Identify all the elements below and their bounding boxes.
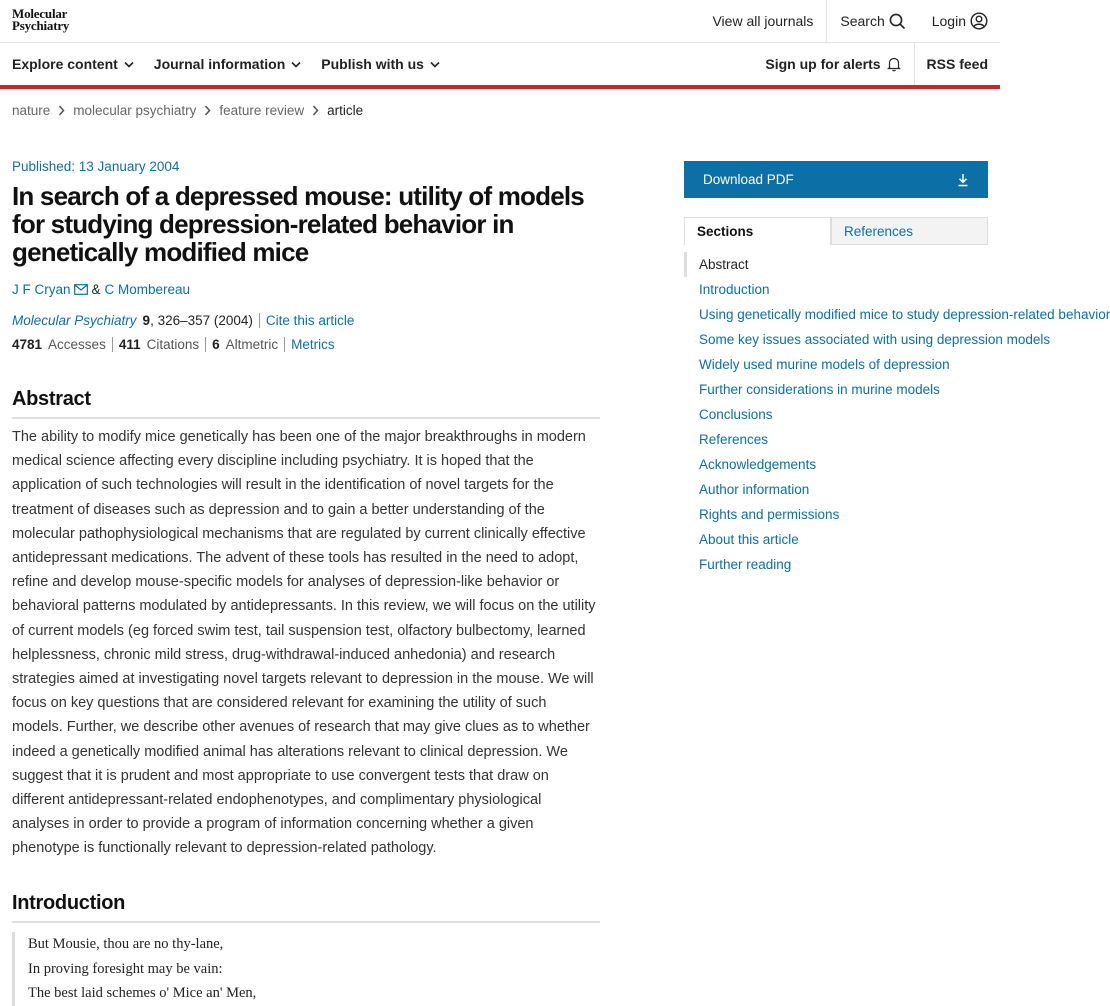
chevron-right-icon — [58, 105, 65, 116]
sidebar-tabs — [684, 217, 988, 245]
journal-name-link[interactable]: Molecular Psychiatry — [12, 313, 137, 328]
journal-information-menu[interactable] — [154, 56, 301, 72]
section-link-references[interactable]: References — [699, 432, 769, 447]
introduction-heading: Introduction — [12, 892, 600, 923]
accesses-count: 4781 — [12, 337, 43, 352]
author-link-mombereau[interactable]: C Mombereau — [104, 282, 191, 297]
logo-line-2: Psychiatry — [12, 18, 70, 33]
abstract-heading: Abstract — [12, 388, 600, 419]
publish-with-us-label: Publish with us — [321, 56, 424, 72]
breadcrumb-feature-review[interactable]: feature review — [219, 103, 305, 118]
divider — [259, 313, 260, 328]
journal-information-label: Journal information — [153, 56, 286, 72]
bell-icon — [886, 56, 902, 72]
download-pdf-button[interactable] — [684, 161, 988, 198]
published-date: Published: 13 January 2004 — [12, 159, 180, 174]
section-link-genetically-modified-mice[interactable]: Using genetically modified mice to study depression-related behavior — [699, 307, 1110, 322]
login-label: Login — [931, 13, 966, 29]
citations-label: Citations — [146, 337, 200, 352]
explore-content-label: Explore content — [12, 56, 118, 72]
download-icon — [957, 173, 969, 187]
publish-with-us-menu[interactable] — [321, 56, 440, 72]
search-icon — [889, 13, 906, 30]
chevron-down-icon — [124, 61, 134, 68]
author-list — [12, 282, 600, 297]
mail-icon[interactable] — [74, 284, 88, 295]
metrics-link[interactable]: Metrics — [291, 337, 335, 352]
breadcrumb-nature[interactable]: nature — [12, 103, 51, 118]
tab-sections[interactable]: Sections — [684, 217, 831, 245]
sign-up-alerts-button[interactable] — [765, 43, 914, 85]
login-button[interactable] — [919, 0, 1000, 42]
volume-number: 9 — [142, 313, 151, 328]
section-link-introduction[interactable]: Introduction — [699, 282, 770, 297]
abstract-text: The ability to modify mice genetically has been one of the major breakthroughs in modern medical science affecting every discipline including psychiatry. It is hoped that the application of such technologies will result in the identification of novel targets for the treatment of diseases such as depression and to gain a better understanding of the molecular pathophysiological mechanisms that are regulated by current clinically effective antidepressant medications. The advent of these tools has resulted in the need to adopt, refine and develop mouse-specific models for analyses of depression-like behavior or behavioral patterns modulated by antidepressants. In this review, we will focus on the utility of current models (eg forced swim test, tail suspension test, olfactory bulbectomy, learned helplessness, chronic mild stress, drug-withdrawal-induced anhedonia) and research strategies aimed at investigating novel targets relevant to depression in the mouse. We will focus on key questions that are considered relevant for examining the utility of such models. Further, we describe other avenues of research that may give clues as to whether indeed a genetically modified animal has alterations relevant to clinical depression. We suggest that it is prudent and most appropriate to use convergent tests that draw on different antidepressant-related endophenotypes, and complimentary physiological analyses in order to provide a program of information concerning whether a given phenotype is functionally relevant to depression-related pathology. — [12, 429, 596, 857]
rss-feed-link[interactable]: RSS feed — [926, 56, 988, 72]
top-bar — [0, 0, 1000, 43]
breadcrumb — [12, 103, 363, 118]
logo-line-1: Molecular — [12, 6, 68, 21]
section-link-key-issues[interactable]: Some key issues associated with using depression models — [699, 332, 1051, 347]
introduction-epigraph — [12, 932, 256, 1006]
view-all-journals-link[interactable]: View all journals — [699, 0, 827, 42]
brand-divider — [0, 85, 1000, 89]
chevron-right-icon — [204, 105, 211, 116]
cite-article-link[interactable]: Cite this article — [265, 313, 355, 328]
user-icon — [970, 12, 988, 30]
tab-references[interactable]: References — [831, 217, 988, 245]
article-metrics — [12, 337, 600, 352]
breadcrumb-article: article — [327, 103, 364, 118]
article-title: In search of a depressed mouse: utility of models for studying depression-related behavior in genetically modified mice — [12, 181, 584, 267]
chevron-right-icon — [312, 105, 319, 116]
divider — [284, 337, 285, 352]
section-link-author-information[interactable]: Author information — [699, 482, 810, 497]
page-range: , 326–357 (2004) — [150, 313, 253, 328]
epigraph-line: But Mousie, thou are no thy-lane, — [28, 936, 224, 952]
chevron-down-icon — [291, 61, 301, 68]
explore-content-menu[interactable] — [12, 56, 134, 72]
author-separator: & — [91, 282, 101, 297]
citation-line — [12, 313, 600, 328]
chevron-down-icon — [430, 61, 440, 68]
divider — [112, 337, 113, 352]
divider — [205, 337, 206, 352]
section-link-acknowledgements[interactable]: Acknowledgements — [699, 457, 817, 472]
section-link-murine-models[interactable]: Widely used murine models of depression — [699, 357, 950, 372]
epigraph-line: In proving foresight may be vain: — [28, 960, 223, 977]
journal-logo[interactable] — [12, 8, 69, 32]
section-link-abstract[interactable]: Abstract — [684, 252, 988, 277]
download-pdf-label: Download PDF — [703, 172, 794, 187]
section-link-conclusions[interactable]: Conclusions — [699, 407, 773, 422]
article-header — [12, 159, 600, 352]
accesses-label: Accesses — [48, 337, 106, 352]
citations-count: 411 — [118, 337, 141, 352]
sections-list — [684, 252, 1110, 577]
section-link-rights-permissions[interactable]: Rights and permissions — [699, 507, 840, 522]
sign-up-alerts-label: Sign up for alerts — [765, 56, 881, 72]
epigraph-line: The best laid schemes o' Mice an' Men, — [28, 985, 257, 1001]
section-link-further-reading[interactable]: Further reading — [699, 557, 792, 572]
breadcrumb-molecular-psychiatry[interactable]: molecular psychiatry — [73, 103, 197, 118]
author-link-cryan[interactable]: J F Cryan — [12, 282, 71, 297]
altmetric-label: Altmetric — [225, 337, 279, 352]
search-label: Search — [840, 13, 885, 29]
section-link-further-considerations[interactable]: Further considerations in murine models — [699, 382, 940, 397]
search-button[interactable] — [827, 0, 918, 42]
section-link-about-article[interactable]: About this article — [699, 532, 799, 547]
altmetric-score: 6 — [212, 337, 220, 352]
main-nav — [0, 43, 1000, 85]
